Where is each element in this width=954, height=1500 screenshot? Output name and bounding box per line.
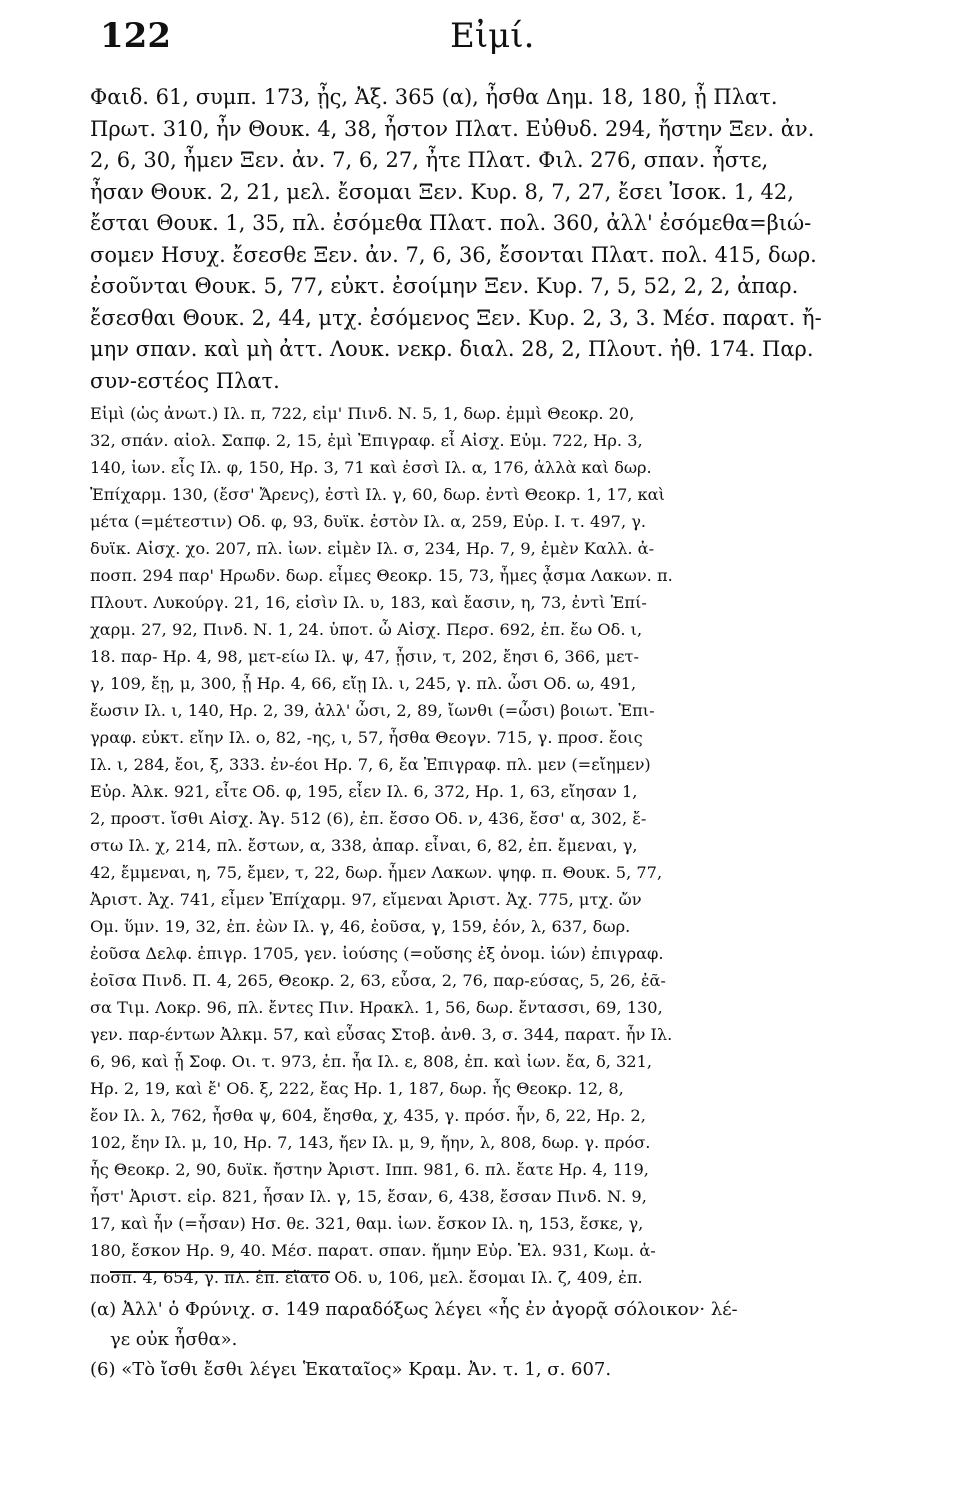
text-line: στω Ιλ. χ, 214, πλ. ἔστων, α, 338, ἀπαρ. εἶναι, 6, 82, ἐπ. ἔμεναι, γ, (90, 836, 638, 855)
page-number: 122 (100, 16, 171, 56)
text-line: 42, ἔμμεναι, η, 75, ἔμεν, τ, 22, δωρ. ἦμεν Λακων. ψηφ. π. Θουκ. 5, 77, (90, 863, 663, 882)
footnotes (90, 1295, 870, 1385)
text-line: Εἰμὶ (ὡς ἀνωτ.) Ιλ. π, 722, εἰμ' Πινδ. Ν. 5, 1, δωρ. ἐμμὶ Θεοκρ. 20, (90, 404, 635, 423)
text-line: μέτα (=μέτεστιν) Οδ. φ, 93, δυϊκ. ἐστὸν Ιλ. α, 259, Εὐρ. Ι. τ. 497, γ. (90, 512, 647, 531)
text-line: γεν. παρ-έντων Ἀλκμ. 57, καὶ εὖσας Στοβ. ἀνθ. 3, σ. 344, παρατ. ἦν Ιλ. (90, 1025, 673, 1044)
running-head: Εἰμί. (450, 16, 535, 56)
text-line: ἐοῖσα Πινδ. Π. 4, 265, Θεοκρ. 2, 63, εὖσα, 2, 76, παρ-εύσας, 5, 26, ἐᾶ- (90, 971, 666, 990)
text-line: 2, προστ. ἴσθι Αἰσχ. Ἀγ. 512 (6), ἐπ. ἔσσο Οδ. ν, 436, ἔσσ' α, 302, ἔ- (90, 809, 647, 828)
footnote-line: γε οὐκ ἦσθα». (110, 1329, 238, 1350)
text-line: 6, 96, καὶ ᾖ Σοφ. Οι. τ. 973, ἐπ. ἦα Ιλ. ε, 808, ἐπ. καὶ ἰων. ἔα, δ, 321, (90, 1052, 653, 1071)
text-line: δυϊκ. Αἰσχ. χο. 207, πλ. ἰων. εἰμὲν Ιλ. σ, 234, Ηρ. 7, 9, ἐμὲν Καλλ. ἀ- (90, 539, 655, 558)
text-line: 18. παρ- Ηρ. 4, 98, μετ-είω Ιλ. ψ, 47, ᾖσιν, τ, 202, ἔησι 6, 366, μετ- (90, 647, 639, 666)
text-line: γ, 109, ἔῃ, μ, 300, ᾖ Ηρ. 4, 66, εἴῃ Ιλ. ι, 245, γ. πλ. ὦσι Οδ. ω, 491, (90, 674, 637, 693)
text-line: συν-εστέος Πλατ. (90, 368, 280, 393)
page-header (100, 16, 870, 66)
text-line: ποσπ. 294 παρ' Ηρωδν. δωρ. εἶμες Θεοκρ. 15, 73, ἦμες ᾆσμα Λακων. π. (90, 566, 673, 585)
text-line: ἔσται Θουκ. 1, 35, πλ. ἐσόμεθα Πλατ. πολ. 360, ἀλλ' ἐσόμεθα=βιώ- (90, 211, 812, 235)
text-line: 102, ἔην Ιλ. μ, 10, Ηρ. 7, 143, ἤεν Ιλ. μ, 9, ἤην, λ, 808, δωρ. γ. πρόσ. (90, 1133, 651, 1152)
text-line: ἔωσιν Ιλ. ι, 140, Ηρ. 2, 39, ἀλλ' ὦσι, 2, 89, ἴωνθι (=ὦσι) βοιωτ. Ἐπι- (90, 701, 655, 720)
text-line: σα Τιμ. Λοκρ. 96, πλ. ἔντες Πιν. Ηρακλ. 1, 56, δωρ. ἔντασσι, 69, 130, (90, 998, 663, 1017)
text-line: ἔσεσθαι Θουκ. 2, 44, μτχ. ἐσόμενος Ξεν. Κυρ. 2, 3, 3. Μέσ. παρατ. ἤ- (90, 305, 822, 330)
text-line: ἐοῦσα Δελφ. ἐπιγρ. 1705, γεν. ἰούσης (=οὔσης ἐξ ὀνομ. ἰών) ἐπιγραφ. (90, 944, 664, 963)
text-line: Ἐπίχαρμ. 130, (ἔσσ' Ἄρενς), ἐστὶ Ιλ. γ, 60, δωρ. ἐντὶ Θεοκρ. 1, 17, καὶ (90, 485, 665, 504)
text-line: 140, ἰων. εἷς Ιλ. φ, 150, Ηρ. 3, 71 καὶ ἐσσὶ Ιλ. α, 176, ἀλλὰ καὶ δωρ. (90, 458, 652, 477)
text-line: Ομ. ὕμν. 19, 32, ἐπ. ἐὼν Ιλ. γ, 46, ἐοῦσα, γ, 159, ἐόν, λ, 637, δωρ. (90, 917, 631, 936)
small-print-paragraph (90, 400, 870, 1291)
text-line: ἐσοῦνται Θουκ. 5, 77, εὐκτ. ἐσοίμην Ξεν. Κυρ. 7, 5, 52, 2, 2, ἀπαρ. (90, 274, 799, 298)
footnote-line: (α) Ἀλλ' ὁ Φρύνιχ. σ. 149 παραδόξως λέγει «ἧς ἐν ἀγορᾷ σόλοικον· λέ- (90, 1299, 738, 1320)
text-line: Ηρ. 2, 19, καὶ ἔ' Οδ. ξ, 222, ἔας Ηρ. 1, 187, δωρ. ἦς Θεοκρ. 12, 8, (90, 1079, 624, 1098)
footnote-rule (110, 1271, 330, 1273)
text-line: Πρωτ. 310, ἦν Θουκ. 4, 38, ἦστον Πλατ. Εὐθυδ. 294, ἤστην Ξεν. ἀν. (90, 116, 815, 141)
text-line: Ἀριστ. Ἀχ. 741, εἶμεν Ἐπίχαρμ. 97, εἴμεναι Ἀριστ. Ἀχ. 775, μτχ. ὤν (90, 890, 642, 909)
text-line: 32, σπάν. αἰολ. Σαπφ. 2, 15, ἐμὶ Ἐπιγραφ. εἶ Αἰσχ. Εὐμ. 722, Ηρ. 3, (90, 431, 643, 450)
footnote-line: (6) «Τὸ ἴσθι ἔσθι λέγει Ἑκαταῖος» Κραμ. Ἀν. τ. 1, σ. 607. (90, 1359, 612, 1380)
text-line: 17, καὶ ἦν (=ἦσαν) Ησ. θε. 321, θαμ. ἰων. ἔσκον Ιλ. η, 153, ἔσκε, γ, (90, 1214, 644, 1233)
text-line: Ιλ. ι, 284, ἔοι, ξ, 333. ἐν-έοι Ηρ. 7, 6, ἔα Ἐπιγραφ. πλ. μεν (=εἴημεν) (90, 755, 651, 774)
text-line: Πλουτ. Λυκούργ. 21, 16, εἰσὶν Ιλ. υ, 183, καὶ ἔασιν, η, 73, ἐντὶ Ἐπί- (90, 593, 647, 612)
text-line: χαρμ. 27, 92, Πινδ. Ν. 1, 24. ὑποτ. ὦ Αἰσχ. Περσ. 692, ἐπ. ἔω Οδ. ι, (90, 620, 643, 639)
text-line: Φαιδ. 61, συμπ. 173, ᾖς, Ἀξ. 365 (α), ἦσθα Δημ. 18, 180, ᾖ Πλατ. (90, 85, 778, 109)
text-line: μην σπαν. καὶ μὴ ἀττ. Λουκ. νεκρ. διαλ. 28, 2, Πλουτ. ἠθ. 174. Παρ. (90, 337, 814, 361)
text-line: Εὐρ. Ἀλκ. 921, εἶτε Οδ. φ, 195, εἶεν Ιλ. 6, 372, Ηρ. 1, 63, εἴησαν 1, (90, 782, 638, 801)
text-line: ἦς Θεοκρ. 2, 90, δυϊκ. ἤστην Ἀριστ. Ιππ. 981, 6. πλ. ἔατε Ηρ. 4, 119, (90, 1160, 649, 1179)
text-line: γραφ. εὐκτ. εἴην Ιλ. ο, 82, -ης, ι, 57, ἦσθα Θεογν. 715, γ. προσ. ἔοις (90, 728, 643, 747)
text-line: ποσπ. 4, 654, γ. πλ. ἐπ. εἴατο Οδ. υ, 106, μελ. ἔσομαι Ιλ. ζ, 409, ἐπ. (90, 1268, 643, 1287)
text-line: ἦσαν Θουκ. 2, 21, μελ. ἔσομαι Ξεν. Κυρ. 8, 7, 27, ἔσει Ἰσοκ. 1, 42, (90, 179, 794, 204)
text-line: 180, ἔσκον Ηρ. 9, 40. Μέσ. παρατ. σπαν. ἤμην Εὐρ. Ἑλ. 931, Κωμ. ἀ- (90, 1241, 656, 1260)
text-line: ἔον Ιλ. λ, 762, ἦσθα ψ, 604, ἔησθα, χ, 435, γ. πρόσ. ἦν, δ, 22, Ηρ. 2, (90, 1106, 646, 1125)
text-line: ἦστ' Ἀριστ. εἰρ. 821, ἦσαν Ιλ. γ, 15, ἔσαν, 6, 438, ἔσσαν Πινδ. Ν. 9, (90, 1187, 647, 1206)
main-paragraph (90, 82, 870, 397)
text-line: 2, 6, 30, ἦμεν Ξεν. ἀν. 7, 6, 27, ἦτε Πλατ. Φιλ. 276, σπαν. ἦστε, (90, 148, 769, 172)
text-line: σομεν Ησυχ. ἔσεσθε Ξεν. ἀν. 7, 6, 36, ἔσονται Πλατ. πολ. 415, δωρ. (90, 242, 817, 267)
